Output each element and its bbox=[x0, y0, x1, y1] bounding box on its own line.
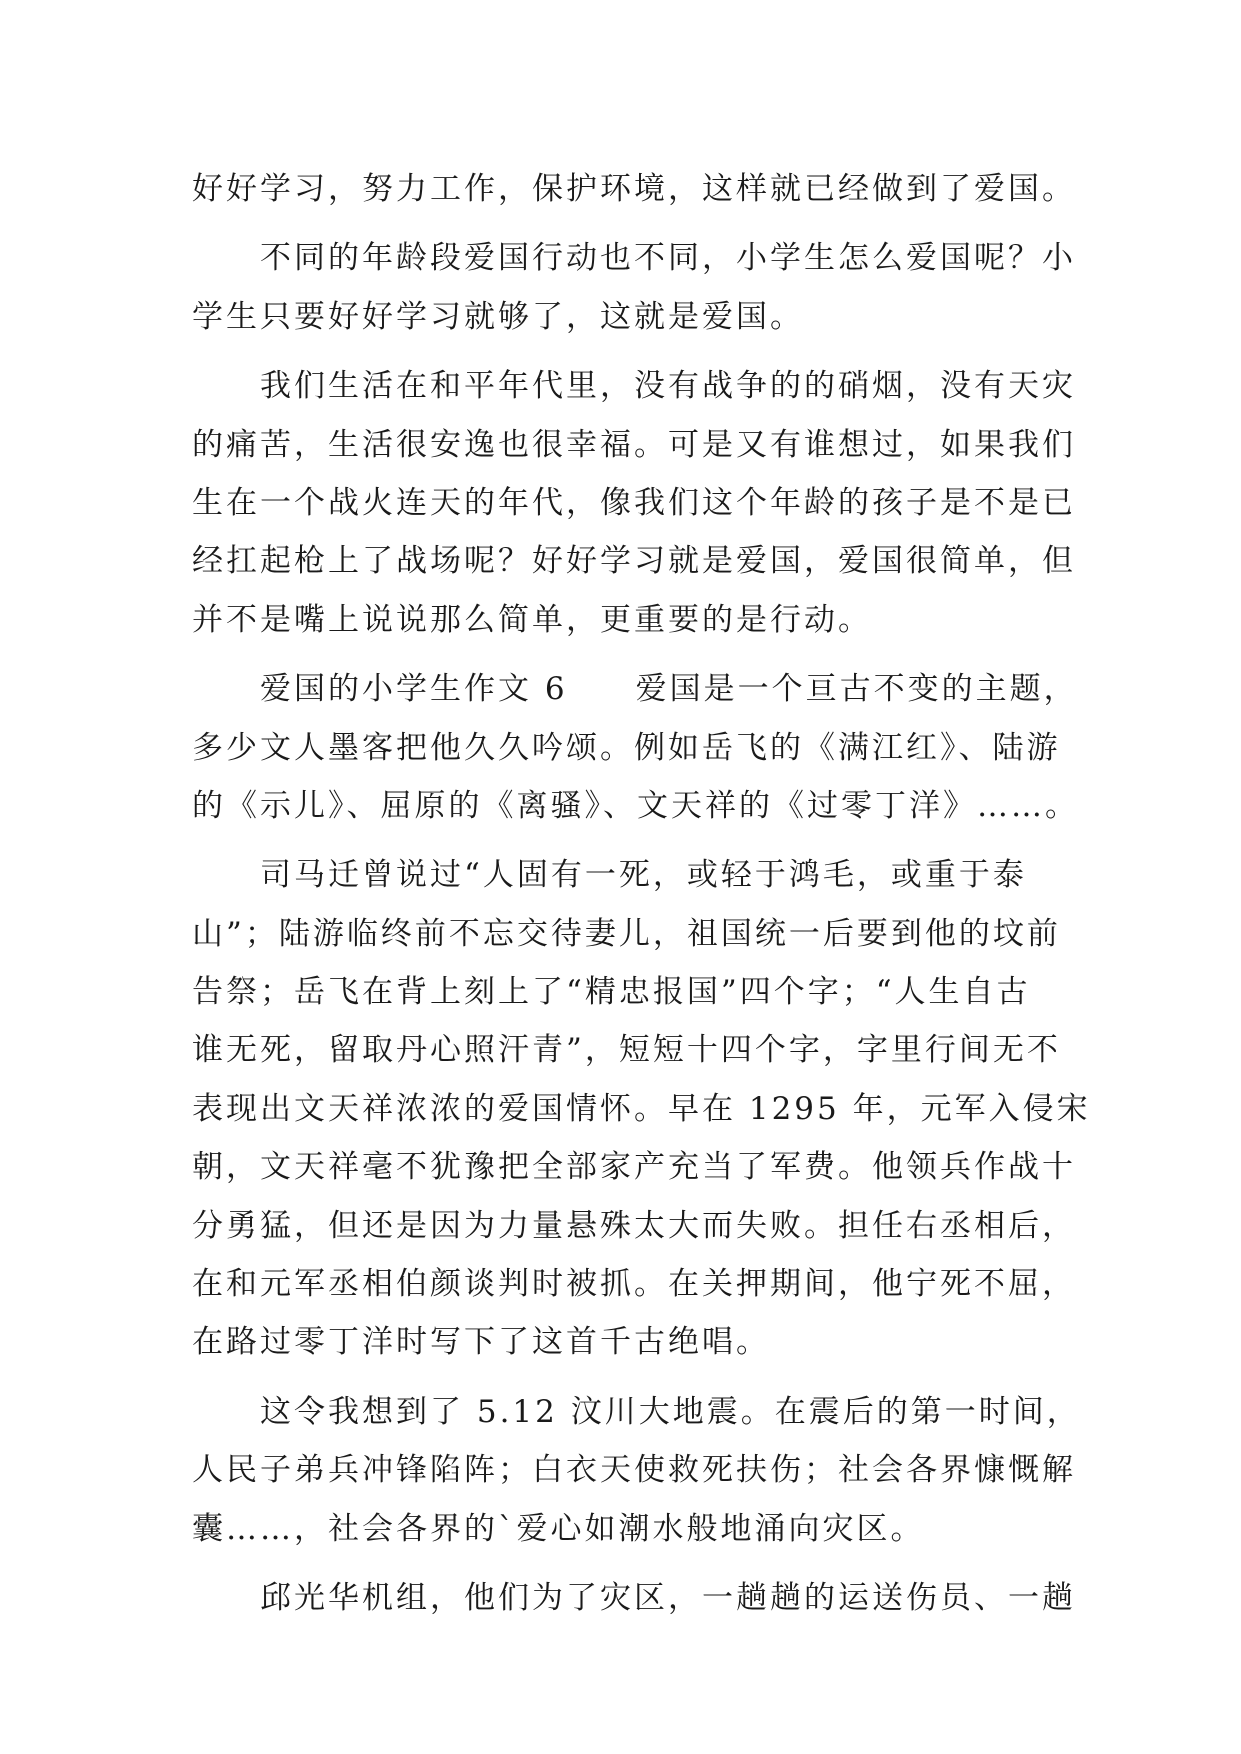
text-line: 爱国的小学生作文 6 爱国是一个亘古不变的主题， bbox=[260, 671, 1078, 708]
text-line: 生在一个战火连天的年代，像我们这个年龄的孩子是不是已 bbox=[192, 484, 1076, 521]
text-line: 学生只要好好学习就够了，这就是爱国。 bbox=[192, 298, 804, 335]
text-line: 在和元军丞相伯颜谈判时被抓。在关押期间，他宁死不屈， bbox=[192, 1266, 1076, 1303]
text-line: 并不是嘴上说说那么简单，更重要的是行动。 bbox=[192, 601, 872, 638]
document-body bbox=[192, 160, 1091, 1627]
text-line: 的痛苦，生活很安逸也很幸福。可是又有谁想过，如果我们 bbox=[192, 426, 1076, 463]
text-line: 告祭；岳飞在背上刻上了“精忠报国”四个字；“人生自古 bbox=[192, 974, 1031, 1011]
text-line: 分勇猛，但还是因为力量悬殊太大而失败。担任右丞相后， bbox=[192, 1207, 1076, 1244]
text-line: 囊……，社会各界的`爱心如潮水般地涌向灾区。 bbox=[192, 1510, 925, 1547]
text-line: 朝，文天祥毫不犹豫把全部家产充当了军费。他领兵作战十 bbox=[192, 1149, 1076, 1186]
text-line: 好好学习，努力工作，保护环境，这样就已经做到了爱国。 bbox=[192, 171, 1076, 207]
text-line: 在路过零丁洋时写下了这首千古绝唱。 bbox=[192, 1324, 770, 1361]
text-line: 人民子弟兵冲锋陷阵；白衣天使救死扶伤；社会各界慷慨解 bbox=[192, 1452, 1076, 1489]
text-line: 司马迁曾说过“人固有一死，或轻于鸿毛，或重于泰 bbox=[260, 857, 1027, 894]
text-line: 邱光华机组，他们为了灾区，一趟趟的运送伤员、一趟 bbox=[260, 1579, 1076, 1616]
text-line: 多少文人墨客把他久久吟颂。例如岳飞的《满江红》、陆游 bbox=[192, 729, 1061, 766]
text-line: 我们生活在和平年代里，没有战争的的硝烟，没有天灾 bbox=[260, 368, 1076, 405]
text-line: 经扛起枪上了战场呢？好好学习就是爱国，爱国很简单，但 bbox=[192, 543, 1076, 580]
text-line: 不同的年龄段爱国行动也不同，小学生怎么爱国呢？小 bbox=[260, 240, 1076, 277]
text-line: 的《示儿》、屈原的《离骚》、文天祥的《过零丁洋》……。 bbox=[192, 787, 1079, 824]
text-line: 谁无死，留取丹心照汗青”，短短十四个字，字里行间无不 bbox=[192, 1032, 1061, 1069]
text-line: 表现出文天祥浓浓的爱国情怀。早在 1295 年，元军入侵宋 bbox=[192, 1090, 1091, 1127]
text-line: 这令我想到了 5.12 汶川大地震。在震后的第一时间， bbox=[260, 1393, 1081, 1430]
text-line: 山”；陆游临终前不忘交待妻儿，祖国统一后要到他的坟前 bbox=[192, 915, 1061, 952]
